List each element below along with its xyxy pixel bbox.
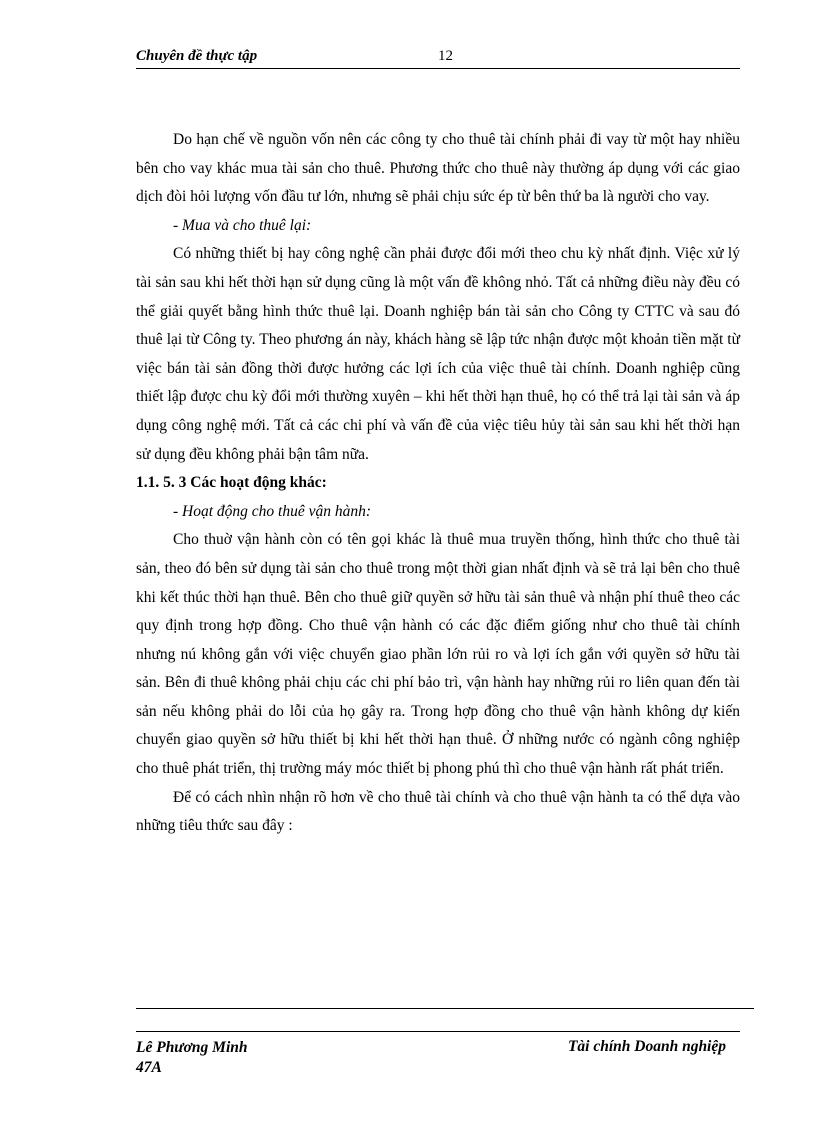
subheading-sale-leaseback: - Mua và cho thuê lại: — [173, 216, 312, 234]
footer-author: Lê Phương Minh — [136, 1039, 248, 1056]
separator-rule — [136, 1008, 754, 1009]
paragraph-comparison-intro: Để có cách nhìn nhận rõ hơn về cho thuê tài chính và cho thuê vận hành ta có thể dựa vào những tiêu thức sau đây : — [136, 788, 740, 835]
subheading-operating-lease: - Hoạt động cho thuê vận hành: — [173, 502, 372, 520]
header-rule — [136, 68, 740, 69]
footer-class: 47A — [136, 1059, 162, 1076]
document-body — [136, 126, 740, 841]
footer-rule — [136, 1031, 740, 1032]
section-heading-other-activities: 1.1. 5. 3 Các hoạt động khác: — [136, 474, 327, 492]
footer-author-block — [136, 1038, 248, 1078]
paragraph-sale-leaseback: Có những thiết bị hay công nghệ cần phải được đổi mới theo chu kỳ nhất định. Việc xử lý tài sản sau khi hết thời hạn sử dụng cũng là một vấn đề không nhỏ. Tất cả những điều này đều có thể giải quyết bằng hình thức thuê lại. Doanh nghiệp bán tài sản cho Công ty CTTC và sau đó thuê lại từ Công ty. Theo phương án này, khách hàng sẽ lập tức nhận được một khoản tiền mặt từ việc bán tài sản đồng thời được hưởng các lợi ích của việc thuê tài chính. Doanh nghiệp cũng thiết lập được chu kỳ đổi mới thường xuyên – khi hết thời hạn thuê, họ có thể trả lại tài sản và áp dụng công nghệ mới. Tất cả các chi phí và vấn đề của việc tiêu hủy tài sản sau khi hết thời hạn sử dụng đều không phải bận tâm nữa. — [136, 245, 740, 463]
footer-department: Tài chính Doanh nghiệp — [567, 1038, 726, 1055]
paragraph-operating-lease: Cho thuờ vận hành còn có tên gọi khác là thuê mua truyền thống, hình thức cho thuê tài sản, theo đó bên sử dụng tài sản cho thuê trong một thời gian nhất định và sẽ trả lại bên cho thuê khi kết thúc thời hạn thuê. Bên cho thuê giữ quyền sở hữu tài sản thuê và nhận phí thuê theo các quy định trong hợp đồng. Cho thuê vận hành có các đặc điểm giống như cho thuê tài chính nhưng nú không gắn với việc chuyển giao phần lớn rủi ro và lợi ích gắn với quyền sở hữu tài sản. Bên đi thuê không phải chịu các chi phí bảo trì, vận hành hay những rủi ro liên quan đến tài sản nếu không phải do lỗi của họ gây ra. Trong hợp đồng cho thuê vận hành không dự kiến chuyển giao quyền sở hữu thiết bị khi hết thời hạn thuê. Ở những nước có ngành công nghiệp cho thuê phát triển, thị trường máy móc thiết bị phong phú thì cho thuê vận hành rất phát triển. — [136, 531, 740, 778]
paragraph-borrowing: Do hạn chế về nguồn vốn nên các công ty cho thuê tài chính phải đi vay từ một hay nhiều bên cho vay khác mua tài sản cho thuê. Phương thức cho thuê này thường áp dụng với các giao dịch đòi hỏi lượng vốn đầu tư lớn, nhưng sẽ phải chịu sức ép từ bên thứ ba là người cho vay. — [136, 131, 740, 206]
page-number: 12 — [438, 48, 453, 64]
header-title: Chuyên đề thực tập — [136, 48, 258, 64]
page-header — [136, 48, 740, 68]
